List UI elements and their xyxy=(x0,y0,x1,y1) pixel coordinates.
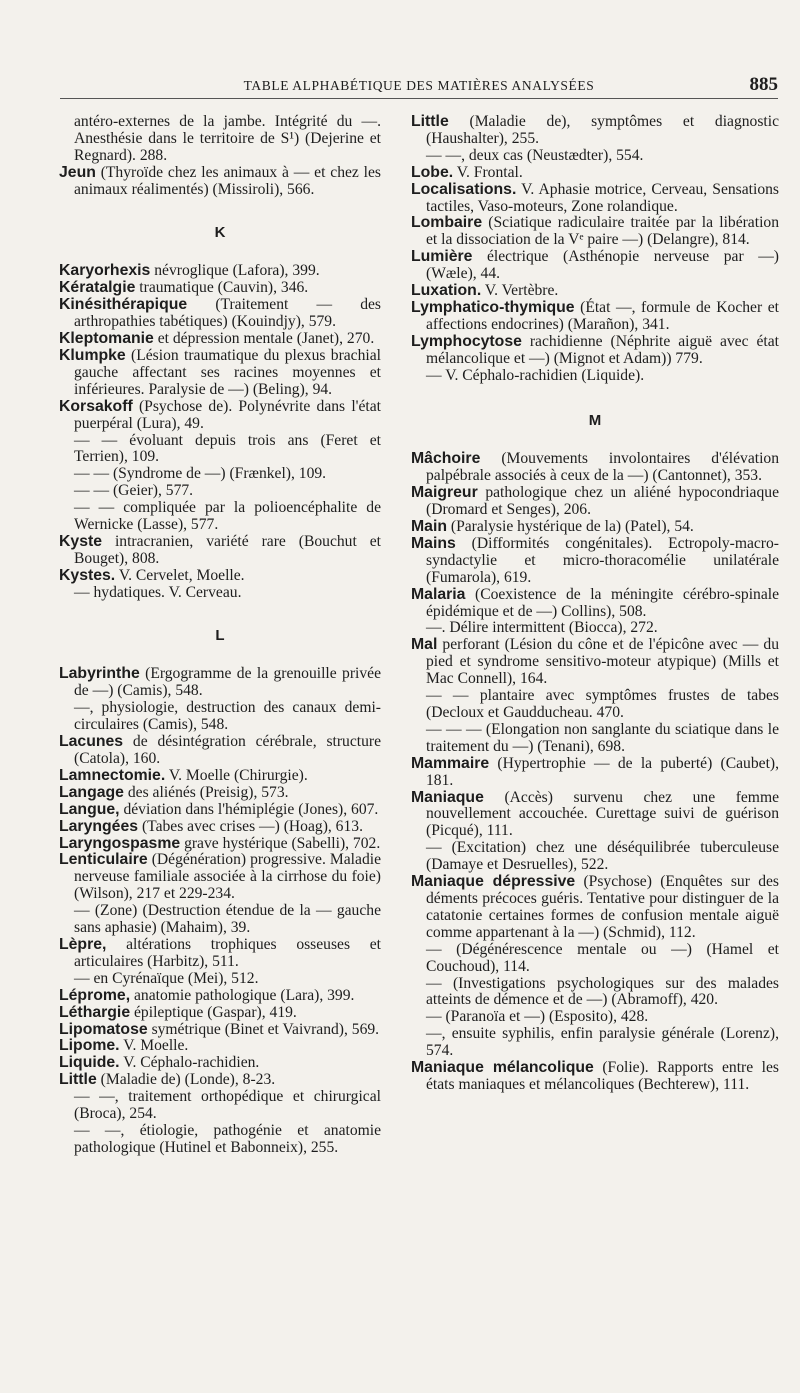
entry-text: — —, traitement orthopédique et chirurgical (Broca), 254. xyxy=(74,1088,381,1123)
entry-text: — — — (Elongation non sanglante du sciatique dans le traitement du —) (Tenani), 698. xyxy=(426,720,779,755)
index-entry xyxy=(411,249,779,283)
entry-headword: Mains xyxy=(411,534,456,552)
index-entry xyxy=(411,620,779,637)
index-entry xyxy=(59,297,381,331)
entry-text: — V. Céphalo-rachidien (Liquide). xyxy=(426,366,645,384)
index-entry xyxy=(411,148,779,165)
entry-text: symétrique (Binet et Vaivrand), 569. xyxy=(151,1020,380,1038)
entry-text: — (Dégénérescence mentale ou —) (Hamel et Couchoud), 114. xyxy=(426,940,779,975)
entry-text: névroglique (Lafora), 399. xyxy=(154,262,320,280)
entry-headword: Maigreur xyxy=(411,484,478,502)
entry-text: — (Excitation) chez une déséquilibrée tuberculeuse (Damaye et Desruelles), 522. xyxy=(426,839,779,874)
entry-headword: Lumière xyxy=(411,248,473,266)
index-entry xyxy=(59,785,381,802)
entry-headword: Localisations. xyxy=(411,180,517,198)
index-entry xyxy=(411,637,779,688)
entry-headword: Lobe. xyxy=(411,163,454,181)
entry-headword: Lèpre, xyxy=(59,935,107,953)
index-entry xyxy=(411,300,779,334)
index-entry xyxy=(59,1022,381,1039)
index-entry xyxy=(59,988,381,1005)
entry-text: (Paralysie hystérique de la) (Patel), 54. xyxy=(450,518,694,536)
index-entry xyxy=(411,1009,779,1026)
entry-headword: Lamnectomie. xyxy=(59,766,166,784)
index-entry xyxy=(59,1123,381,1157)
entry-headword: Mal xyxy=(411,636,438,654)
entry-text: (Thyroïde chez les animaux à — et chez les animaux réalimentés) (Missiroli), 566. xyxy=(74,163,381,198)
entry-headword: Lenticulaire xyxy=(59,851,148,869)
running-title: TABLE ALPHABÉTIQUE DES MATIÈRES ANALYSÉES xyxy=(243,78,595,93)
entry-text: et dépression mentale (Janet), 270. xyxy=(157,330,375,348)
index-entry xyxy=(411,1060,779,1094)
index-entry xyxy=(411,485,779,519)
entry-text: V. Moelle (Chirurgie). xyxy=(168,766,308,784)
page-number: 885 xyxy=(749,74,778,95)
index-entry xyxy=(59,165,381,199)
entry-headword: Lacunes xyxy=(59,733,124,751)
entry-headword: Kératalgie xyxy=(59,279,136,297)
index-entry xyxy=(411,587,779,621)
index-entry xyxy=(411,519,779,536)
entry-text: (Dégénération) progressive. Maladie nerveuse familiale associée à la cirrhose du foie) (Wilson), 217 et 229-234. xyxy=(74,851,381,903)
entry-text: —, physiologie, destruction des canaux demi-circulaires (Camis), 548. xyxy=(74,699,381,734)
entry-text: (Tabes avec crises —) (Hoag), 613. xyxy=(141,817,363,835)
entry-text: altérations trophiques osseuses et articulaires (Harbitz), 511. xyxy=(74,935,381,970)
right-pre-entries xyxy=(411,114,779,385)
entry-headword: Kinésithérapique xyxy=(59,296,188,314)
entry-text: — —, étiologie, pathogénie et anatomie pathologique (Hutinel et Babonneix), 255. xyxy=(74,1121,381,1156)
entry-text: (Maladie de) (Londe), 8-23. xyxy=(100,1071,276,1089)
entry-headword: Mammaire xyxy=(411,754,490,772)
section-heading-l: L xyxy=(215,626,225,644)
entry-headword: Maniaque dépressive xyxy=(411,873,576,891)
index-entry xyxy=(411,165,779,182)
entry-text: — —, deux cas (Neustædter), 554. xyxy=(426,146,644,164)
index-entry xyxy=(411,114,779,148)
index-entry xyxy=(411,215,779,249)
index-entry xyxy=(59,348,381,399)
index-entry xyxy=(59,1072,381,1089)
entry-text: déviation dans l'hémiplégie (Jones), 607. xyxy=(123,800,379,818)
entry-headword: Léprome, xyxy=(59,986,131,1004)
index-entry xyxy=(59,937,381,971)
entry-headword: Langue, xyxy=(59,800,120,818)
entry-headword: Maniaque xyxy=(411,788,484,806)
index-entry xyxy=(411,368,779,385)
index-entry xyxy=(59,466,381,483)
entry-headword: Liquide. xyxy=(59,1054,120,1072)
entry-text: (Psychose de). Polynévrite dans l'état puerpéral (Lura), 49. xyxy=(74,397,381,432)
index-entry xyxy=(411,182,779,216)
index-entry xyxy=(59,971,381,988)
entry-text: rachidienne (Néphrite aiguë avec état mélancolique et —) (Mignot et Adam)) 779. xyxy=(426,332,779,367)
index-entry xyxy=(59,802,381,819)
entry-text: (Difformités congénitales). Ectropoly-macro-syndactylie et micro-thoracomélie unilatérale (Fumarola), 619. xyxy=(426,534,779,586)
entry-headword: Luxation. xyxy=(411,282,482,300)
entry-text: (Traitement — des arthropathies tabétiques) (Kouindjy), 579. xyxy=(74,296,381,331)
entry-text: intracranien, variété rare (Bouchut et Bouget), 808. xyxy=(74,532,381,567)
index-entry xyxy=(411,1026,779,1060)
index-entry xyxy=(59,836,381,853)
entry-text: — — compliquée par la polioencéphalite de Wernicke (Lasse), 577. xyxy=(74,499,381,534)
entry-headword: Main xyxy=(411,518,447,536)
index-entry xyxy=(411,874,779,942)
index-entry xyxy=(411,451,779,485)
index-entry xyxy=(59,768,381,785)
index-entry xyxy=(59,819,381,836)
entry-text: (Maladie de), symptômes et diagnostic (Haushalter), 255. xyxy=(426,113,780,147)
entry-text: (Folie). Rapports entre les états maniaques et mélancoliques (Bechterew), 111. xyxy=(426,1059,779,1093)
entry-headword: Labyrinthe xyxy=(59,665,140,683)
entry-headword: Lipomatose xyxy=(59,1020,148,1038)
index-entry xyxy=(59,331,381,348)
entry-text: électrique (Asthénopie nerveuse par —) (Wæle), 44. xyxy=(426,248,779,283)
section-heading-k: K xyxy=(214,223,226,241)
index-entry xyxy=(411,334,779,368)
entry-text: V. Aphasie motrice, Cerveau, Sensations tactiles, Vaso-moteurs, Zone rolandique. xyxy=(426,180,779,215)
index-entry xyxy=(59,433,381,467)
entry-headword: Lymphocytose xyxy=(411,332,522,350)
entry-text: (Hypertrophie — de la puberté) (Caubet), 181. xyxy=(426,754,780,789)
entry-headword: Maniaque mélancolique xyxy=(411,1059,594,1077)
index-entry xyxy=(59,1005,381,1022)
entry-text: — (Investigations psychologiques sur des malades atteints de démence et de —) (Abramoff), 420. xyxy=(426,974,779,1009)
entry-text: (Coexistence de la méningite cérébro-spinale épidémique et de —) Collins), 508. xyxy=(426,585,779,620)
index-entry xyxy=(59,500,381,534)
entry-text: — hydatiques. V. Cerveau. xyxy=(74,583,242,601)
entry-headword: Lymphatico-thymique xyxy=(411,298,575,316)
index-entry xyxy=(59,114,381,165)
entry-headword: Kystes. xyxy=(59,566,116,584)
entry-text: traumatique (Cauvin), 346. xyxy=(139,279,309,297)
index-entry xyxy=(411,283,779,300)
entry-headword: Lombaire xyxy=(411,214,483,232)
l-entries xyxy=(59,666,381,1156)
entry-text: antéro-externes de la jambe. Intégrité du —. Anesthésie dans le territoire de S¹) (Dejerine et Regnard). 288. xyxy=(74,113,381,164)
index-entry xyxy=(59,534,381,568)
entry-text: épileptique (Gaspar), 419. xyxy=(134,1003,297,1021)
entry-text: — — évoluant depuis trois ans (Feret et Terrien), 109. xyxy=(74,431,381,466)
entry-text: — — (Syndrome de —) (Frænkel), 109. xyxy=(74,465,327,483)
entry-text: — (Paranoïa et —) (Esposito), 428. xyxy=(426,1008,649,1026)
m-entries xyxy=(411,451,779,1093)
index-entry xyxy=(411,840,779,874)
index-entry xyxy=(59,1038,381,1055)
entry-text: (Mouvements involontaires d'élévation palpébrale associés à ceux de la —) (Cantonnet), 353. xyxy=(426,450,779,485)
entry-text: V. Vertèbre. xyxy=(484,282,559,300)
entry-headword: Kyste xyxy=(59,532,103,550)
entry-text: (Ergogramme de la grenouille privée de —) (Camis), 548. xyxy=(74,665,381,700)
entry-text: V. Moelle. xyxy=(123,1037,189,1055)
index-entry xyxy=(59,585,381,602)
entry-text: — (Zone) (Destruction étendue de la — gauche sans aphasie) (Mahaim), 39. xyxy=(74,902,381,937)
entry-headword: Klumpke xyxy=(59,346,126,364)
right-column xyxy=(411,114,779,1094)
entry-headword: Laryngospasme xyxy=(59,834,181,852)
entry-headword: Little xyxy=(59,1071,97,1089)
entry-text: (Psychose) (Enquêtes sur des déments précoces guéris. Tentative pour distinguer de la catatonie certaines formes de confusion mentale aiguë comme appartenant à la —) (Schmid), 112. xyxy=(426,873,779,941)
index-entry xyxy=(59,1055,381,1072)
entry-headword: Jeun xyxy=(59,163,96,181)
index-entry xyxy=(59,263,381,280)
section-heading-m: M xyxy=(588,411,602,429)
index-entry xyxy=(59,903,381,937)
entry-text: V. Céphalo-rachidien. xyxy=(123,1054,260,1072)
entry-text: —, ensuite syphilis, enfin paralysie générale (Lorenz), 574. xyxy=(426,1025,779,1060)
entry-text: (Sciatique radiculaire traitée par la libération et la dissociation de la Vᵉ paire —) (Delangre), 814. xyxy=(426,214,779,249)
index-entry xyxy=(59,280,381,297)
entry-headword: Langage xyxy=(59,783,124,801)
index-entry xyxy=(411,942,779,976)
entry-text: —. Délire intermittent (Biocca), 272. xyxy=(426,619,658,637)
index-entry xyxy=(411,536,779,587)
index-entry xyxy=(59,852,381,903)
index-entry xyxy=(59,568,381,585)
k-entries xyxy=(59,263,381,601)
index-entry xyxy=(59,483,381,500)
entry-headword: Little xyxy=(411,113,449,130)
entry-text: V. Frontal. xyxy=(456,163,523,181)
entry-text: (État —, formule de Kocher et affections endocrines) (Marañon), 341. xyxy=(426,298,779,333)
index-entry xyxy=(411,756,779,790)
index-entry xyxy=(59,700,381,734)
entry-text: — — (Geier), 577. xyxy=(74,482,194,500)
index-entry xyxy=(59,1089,381,1123)
index-entry xyxy=(411,976,779,1010)
entry-text: — — plantaire avec symptômes frustes de tabes (Decloux et Gaudducheau. 470. xyxy=(426,687,779,721)
entry-text: grave hystérique (Sabelli), 702. xyxy=(184,834,381,852)
entry-text: (Accès) survenu chez une femme nouvellement accouchée. Curettage suivi de guérison (Picqué), 111. xyxy=(426,788,779,840)
entry-text: — en Cyrénaïque (Mei), 512. xyxy=(74,969,259,987)
entry-headword: Lipome. xyxy=(59,1037,120,1055)
entry-headword: Léthargie xyxy=(59,1003,131,1021)
entry-headword: Malaria xyxy=(411,585,466,603)
index-entry xyxy=(59,734,381,768)
index-entry xyxy=(411,688,779,722)
entry-text: de désintégration cérébrale, structure (Catola), 160. xyxy=(74,733,382,767)
left-pre-entries xyxy=(59,114,381,199)
entry-text: (Lésion traumatique du plexus brachial gauche affectant ses racines moyennes et inférieures. Paralysie de —) (Beling), 94. xyxy=(74,346,381,398)
entry-headword: Laryngées xyxy=(59,817,139,835)
page-header xyxy=(60,74,778,99)
index-entry xyxy=(59,399,381,433)
entry-headword: Korsakoff xyxy=(59,397,133,415)
entry-headword: Mâchoire xyxy=(411,450,481,468)
entry-text: des aliénés (Preisig), 573. xyxy=(127,783,289,801)
index-entry xyxy=(59,666,381,700)
left-column xyxy=(59,114,381,1157)
index-entry xyxy=(411,722,779,756)
entry-text: perforant (Lésion du cône et de l'épicône avec — du pied et syndrome sensitivo-moteur atypique) (Mills et Mac Connell), 164. xyxy=(426,636,779,688)
index-entry xyxy=(411,790,779,841)
entry-text: pathologique chez un aliéné hypocondriaque (Dromard et Senges), 206. xyxy=(426,484,779,519)
entry-text: anatomie pathologique (Lara), 399. xyxy=(134,986,355,1004)
entry-text: V. Cervelet, Moelle. xyxy=(118,566,245,584)
entry-headword: Karyorhexis xyxy=(59,262,151,280)
entry-headword: Kleptomanie xyxy=(59,330,154,348)
